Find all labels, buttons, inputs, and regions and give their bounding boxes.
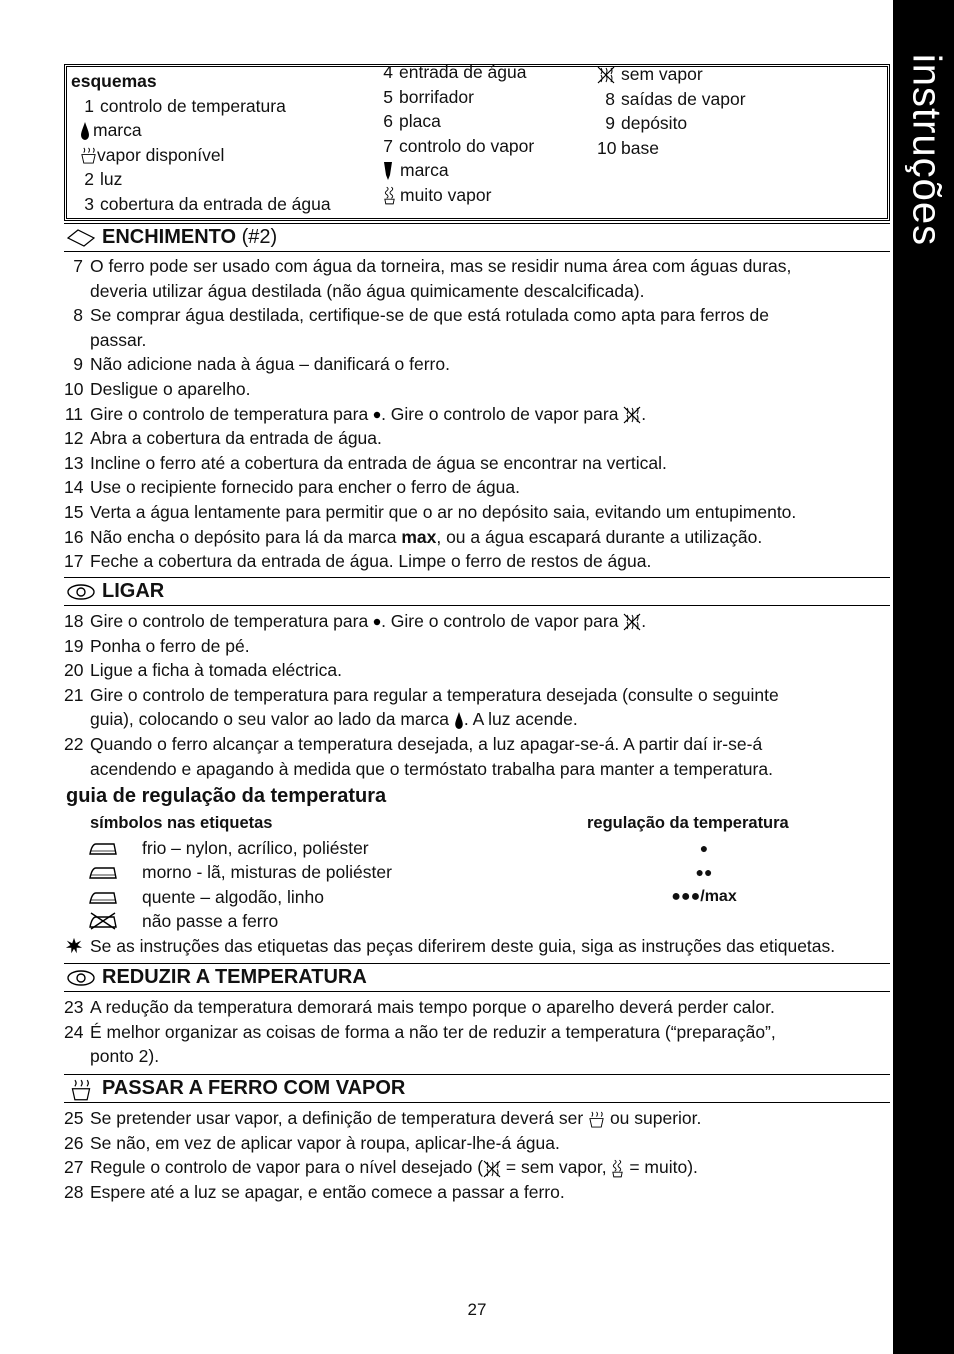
item-text: = sem vapor, [501, 1157, 612, 1178]
item-number: 14 [64, 477, 84, 498]
list-item [64, 609, 890, 634]
item-number: 24 [64, 1021, 84, 1042]
list-item [64, 683, 890, 732]
item-text: Abra a cobertura da entrada de água. [90, 428, 382, 449]
section-title-suffix: (#2) [236, 226, 278, 248]
item-text: Ligue a ficha à tomada eléctrica. [90, 660, 342, 681]
item-number: 26 [64, 1132, 84, 1153]
item-number: 13 [64, 452, 84, 473]
item-number: 28 [64, 1181, 84, 1202]
item-text: Se comprar água destilada, certifique-se de que está rotulada como apta para ferros de [90, 305, 770, 326]
item-text: . Gire o controlo de vapor para [381, 403, 624, 424]
schema-num: 8 [605, 88, 615, 109]
guide-row-text: não passe a ferro [142, 911, 279, 932]
item-text: ou superior. [605, 1108, 702, 1128]
item-number: 15 [64, 501, 84, 522]
item-number: 17 [64, 551, 84, 572]
item-number: 7 [73, 256, 83, 276]
item-text: É melhor organizar as coisas de forma a não ter de reduzir a temperatura (“preparação”, [90, 1021, 776, 1042]
guide-note [64, 934, 890, 959]
item-text: Use o recipiente fornecido para encher o ferro de água. [90, 477, 520, 498]
list-item [64, 732, 890, 781]
list-item [64, 426, 890, 451]
list-item [64, 352, 890, 377]
steam-marker-icon [383, 161, 393, 181]
list-item [64, 303, 890, 352]
item-text: Ponha o ferro de pé. [90, 635, 250, 656]
steam-available-icon [588, 1111, 605, 1128]
schema-col-3 [597, 62, 746, 160]
iron-cold-icon [88, 840, 118, 856]
dot-icon [373, 411, 381, 419]
section-steam-header [64, 1074, 890, 1103]
no-steam-icon [597, 66, 615, 84]
item-text: Regule o controlo de vapor para o nível desejado ( [90, 1157, 484, 1178]
page-number: 27 [467, 1300, 487, 1319]
guide-row-text: frio – nylon, acrílico, poliéster [142, 837, 369, 858]
schema-num: 10 [597, 137, 617, 158]
schema-title: esquemas [71, 71, 157, 91]
list-item [64, 549, 890, 574]
guide-row-text: morno - lã, misturas de poliéster [142, 862, 392, 883]
guide-row [64, 860, 890, 885]
schema-label: cobertura da entrada de água [100, 193, 331, 214]
item-text: acendendo e apagando à medida que o termóstato trabalha para manter a temperatura. [90, 758, 773, 779]
list-item [64, 1180, 890, 1205]
item-number: 8 [73, 305, 83, 326]
item-text: deveria utilizar água destilada (não água quimicamente descalcificada). [90, 280, 645, 301]
schema-label: controlo de temperatura [100, 95, 286, 116]
item-number: 23 [64, 997, 84, 1017]
schema-label: borrifador [399, 86, 474, 107]
sidebar-title: instruções [904, 53, 949, 247]
eye-icon [66, 582, 96, 602]
item-number: 12 [64, 428, 84, 449]
guide-row-setting: ●● [695, 864, 713, 881]
guide-row-setting: ● [699, 839, 709, 856]
section-reduce-header [64, 963, 890, 992]
schema-label: saídas de vapor [621, 88, 746, 109]
on-list [64, 609, 890, 781]
schema-num: 7 [383, 135, 393, 156]
iron-warm-icon [88, 864, 118, 880]
steam-list [64, 1106, 890, 1204]
list-item [64, 1155, 890, 1180]
item-text: A redução da temperatura demorará mais tempo porque o aparelho deverá perder calor. [90, 997, 775, 1017]
item-text: Gire o controlo de temperatura para [90, 611, 374, 631]
reduce-list [64, 995, 890, 1069]
schema-col-2 [383, 60, 534, 207]
guide-row [64, 836, 890, 861]
list-item [64, 377, 890, 402]
schema-num: 3 [84, 193, 94, 214]
schema-box [64, 64, 890, 221]
item-number: 27 [64, 1157, 84, 1178]
item-text: Se pretender usar vapor, a definição de temperatura deverá ser [90, 1108, 589, 1128]
eye-icon [66, 968, 96, 988]
schema-label: base [621, 137, 659, 158]
do-not-iron-icon [88, 912, 118, 930]
section-fill-header [64, 223, 890, 252]
list-item [64, 658, 890, 683]
warning-star-icon [65, 937, 83, 955]
no-steam-icon [623, 406, 641, 424]
list-item [64, 525, 890, 550]
guide-header-row [64, 811, 890, 836]
schema-num: 2 [84, 169, 94, 189]
item-number: 9 [73, 354, 83, 375]
steam-available-icon [80, 147, 97, 164]
item-text: = muito). [624, 1157, 698, 1178]
schema-label: marca [93, 120, 142, 140]
item-text: guia), colocando o seu valor ao lado da marca [90, 709, 454, 730]
item-number: 19 [64, 635, 84, 656]
item-text-bold: max [401, 526, 437, 547]
schema-label: luz [100, 169, 123, 189]
iron-hot-icon [88, 889, 118, 905]
list-item [64, 995, 890, 1020]
item-text: Verta a água lentamente para permitir que o ar no depósito saia, evitando um entupimento. [90, 501, 797, 522]
dot-icon [373, 618, 381, 626]
item-number: 21 [64, 684, 84, 705]
guide-row-setting: ●●●/max [671, 887, 737, 905]
schema-label: depósito [621, 113, 688, 133]
no-steam-icon [623, 613, 641, 631]
drop-mark-icon [80, 121, 90, 141]
list-item [64, 634, 890, 659]
guide-row [64, 909, 890, 934]
max-steam-icon [611, 1159, 624, 1178]
section-on-header [64, 577, 890, 606]
section-title: LIGAR [102, 580, 165, 602]
steam-icon [66, 1079, 96, 1101]
item-text: , ou a água escapará durante a utilização. [436, 526, 763, 547]
item-text: Espere até a luz se apagar, e então comece a passar a ferro. [90, 1181, 565, 1202]
guide-col-symbols: símbolos nas etiquetas [90, 814, 273, 832]
item-number: 25 [64, 1108, 84, 1128]
section-title: ENCHIMENTO [102, 226, 237, 248]
section-title: PASSAR A FERRO COM VAPOR [102, 1077, 406, 1099]
item-text: . [641, 611, 647, 631]
item-number: 18 [64, 611, 84, 631]
item-text: O ferro pode ser usado com água da torneira, mas se residir numa área com águas duras, [90, 256, 792, 276]
list-item [64, 475, 890, 500]
schema-label: placa [399, 111, 441, 131]
list-item [64, 402, 890, 427]
max-steam-icon [383, 186, 396, 205]
schema-num: 6 [383, 111, 393, 131]
drop-mark-icon [454, 711, 464, 730]
item-number: 11 [64, 403, 83, 424]
item-text: Gire o controlo de temperatura para regular a temperatura desejada (consulte o seguinte [90, 684, 779, 705]
list-item [64, 1106, 890, 1131]
item-number: 20 [64, 660, 84, 681]
item-text: Não encha o depósito para lá da marca [90, 526, 402, 547]
item-text: Incline o ferro até a cobertura da entrada de água se encontrar na vertical. [90, 452, 667, 473]
schema-label: muito vapor [400, 184, 492, 205]
schema-num: 1 [84, 95, 94, 116]
schema-label: entrada de água [399, 62, 527, 82]
guide-col-setting: regulação da temperatura [587, 814, 789, 832]
schema-col-1 [71, 69, 331, 216]
section-title: REDUZIR A TEMPERATURA [102, 966, 367, 988]
guide-note-text: Se as instruções das etiquetas das peças diferirem deste guia, siga as instruções das etiquetas. [90, 935, 836, 956]
water-tank-icon [66, 228, 96, 248]
temperature-guide [64, 811, 890, 959]
guide-title: guia de regulação da temperatura [66, 785, 387, 807]
item-number: 10 [64, 378, 84, 399]
schema-label: controlo do vapor [399, 135, 535, 156]
guide-row-text: quente – algodão, linho [142, 886, 324, 907]
item-text: . Gire o controlo de vapor para [381, 611, 624, 631]
list-item [64, 254, 890, 303]
schema-num: 5 [383, 86, 393, 107]
schema-label: sem vapor [621, 64, 703, 84]
item-number: 16 [64, 526, 84, 547]
list-item [64, 451, 890, 476]
no-steam-icon [483, 1160, 501, 1178]
schema-num: 4 [383, 62, 393, 82]
list-item [64, 1020, 890, 1069]
item-text: Quando o ferro alcançar a temperatura desejada, a luz apagar-se-á. A partir daí ir-se-á [90, 733, 763, 754]
schema-num: 9 [605, 113, 615, 133]
item-text: . [641, 403, 647, 424]
item-number: 22 [64, 733, 84, 754]
item-text: Não adicione nada à água – danificará o ferro. [90, 354, 450, 375]
schema-label: vapor disponível [97, 144, 225, 165]
item-text: Feche a cobertura da entrada de água. Limpe o ferro de restos de água. [90, 551, 652, 572]
guide-row [64, 885, 890, 910]
fill-list [64, 254, 890, 574]
item-text: Se não, em vez de aplicar vapor à roupa, aplicar-lhe-á água. [90, 1132, 560, 1153]
item-text: passar. [90, 329, 147, 350]
item-text: Desligue o aparelho. [90, 378, 251, 399]
item-text: ponto 2). [90, 1046, 160, 1067]
schema-label: marca [400, 160, 449, 180]
item-text: . A luz acende. [463, 709, 578, 730]
list-item [64, 500, 890, 525]
item-text: Gire o controlo de temperatura para [90, 403, 374, 424]
list-item [64, 1131, 890, 1156]
